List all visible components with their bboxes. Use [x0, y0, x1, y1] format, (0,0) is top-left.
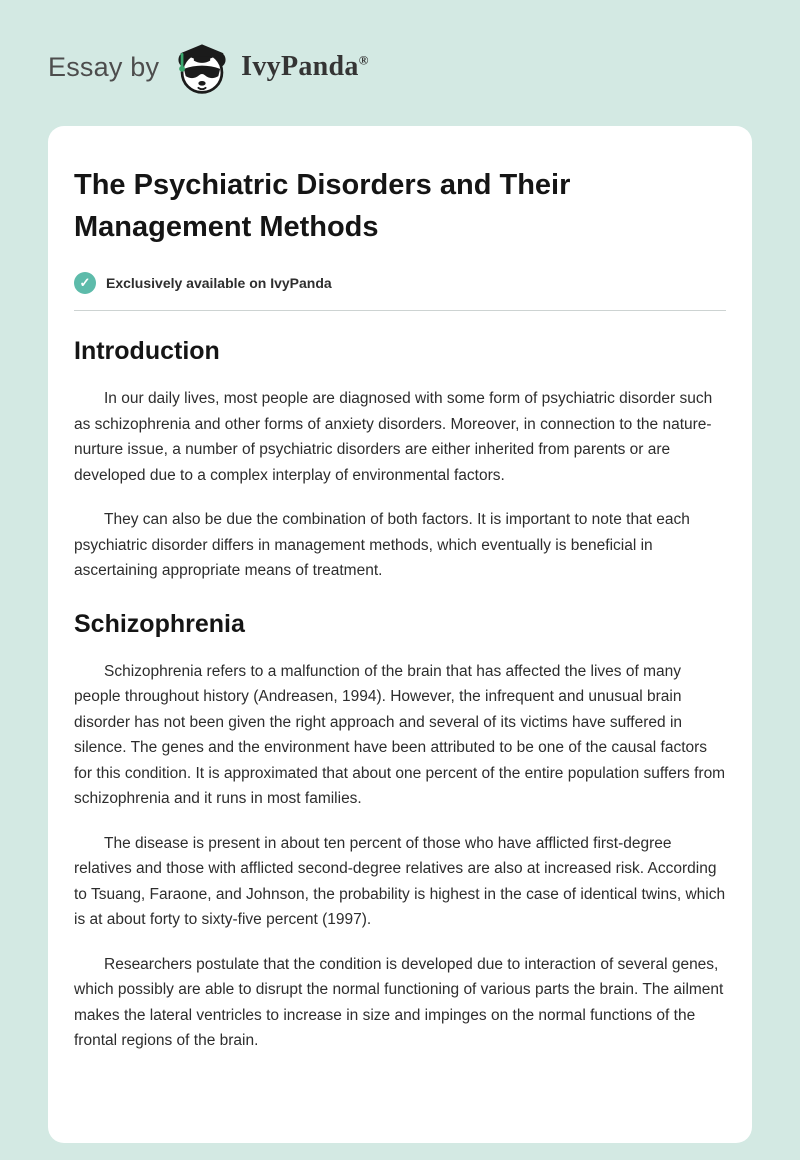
paragraph: In our daily lives, most people are diagnosed with some form of psychiatric disorder such as schizophrenia and other forms of anxiety disorders. Moreover, in connection to the nature-nurture issue, a number of psychiatric disorders are either inherited from parents or are developed due to a complex interplay of environmental factors. — [74, 390, 713, 484]
registered-trademark: ® — [358, 52, 369, 68]
section-heading-schizophrenia: Schizophrenia — [74, 609, 245, 638]
paragraph: The disease is present in about ten percent of those who have afflicted first-degree relatives and those with afflicted second-degree relatives are also at increased risk. According to Tsuang, Faraone, and Johnson, the probability is highest in the case of identical twins, which is at about forty to sixty-five percent (1997). — [74, 834, 726, 929]
checkmark-icon: ✓ — [74, 272, 96, 294]
section-heading-introduction: Introduction — [74, 337, 220, 366]
section-introduction — [74, 337, 726, 584]
panda-graduate-logo-icon — [173, 38, 231, 96]
essay-title: The Psychiatric Disorders and Their Management Methods — [74, 169, 571, 244]
essay-card — [48, 126, 752, 1143]
paragraph: They can also be due the combination of both factors. It is important to note that each psychiatric disorder differs in management methods, which eventually is beneficial in ascertaining appropriate means of treatment. — [74, 511, 690, 580]
paragraph: Researchers postulate that the condition is developed due to interaction of several genes, which possibly are able to disrupt the normal functioning of various parts the brain. The ailment makes the lateral ventricles to increase in size and impinges on the normal functions of the frontal regions of the brain. — [74, 955, 724, 1050]
ivypanda-brand-link[interactable] — [173, 38, 369, 96]
header — [0, 0, 800, 96]
brand-name — [241, 51, 369, 83]
divider — [74, 310, 726, 311]
section-schizophrenia — [74, 610, 726, 1054]
brand-name-text: IvyPanda — [241, 51, 359, 82]
availability-badge-label: Exclusively available on IvyPanda — [106, 275, 332, 292]
essay-by-label: Essay by — [48, 51, 160, 82]
paragraph: Schizophrenia refers to a malfunction of the brain that has affected the lives of many people throughout history (Andreasen, 1994). However, the infrequent and unusual brain disorder has not been given the right approach and several of its victims have suffered in silence. The genes and the environment have been attributed to be one of the causal factors for this condition. It is approximated that about one percent of the entire population suffers from schizophrenia and it runs in most families. — [74, 662, 726, 808]
availability-badge — [74, 272, 726, 294]
